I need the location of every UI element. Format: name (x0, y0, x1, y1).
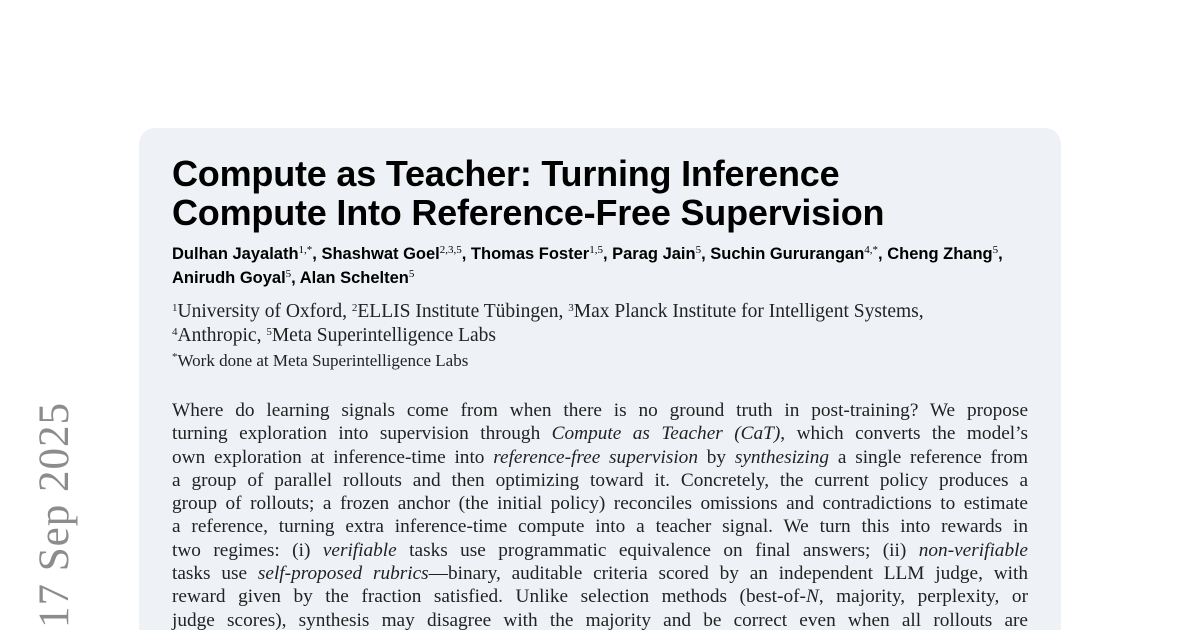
abstract-text: two regimes: (i) (172, 539, 323, 561)
author-name: Shashwat Goel (321, 245, 440, 263)
abstract-text: Where do learning signals come from when there is no ground truth in post-training? We propose (172, 400, 1028, 421)
abstract-line (172, 422, 1028, 445)
abstract-text: tasks use programmatic equivalence on final answers; (ii) (396, 539, 919, 561)
abstract-text: turning exploration into supervision through (172, 423, 552, 445)
abstract-text: own exploration at inference-time into (172, 446, 494, 468)
abstract-text: judge scores), synthesis may disagree with the majority and be correct even when all rollouts are (172, 609, 1028, 630)
abstract-line (172, 562, 1028, 585)
author-affiliation-marker: 4,* (864, 244, 879, 256)
abstract-text: , majority, perplexity, or (818, 586, 1028, 608)
abstract-emphasis: self-proposed rubrics (257, 563, 429, 585)
affiliation-name: ELLIS Institute Tübingen (357, 301, 559, 322)
abstract-text: a reference, turning extra inference-time compute into a teacher signal. We turn this into rewards in (172, 516, 1028, 538)
author-name: Suchin Gururangan (710, 245, 865, 263)
abstract-line (172, 492, 1028, 515)
abstract-emphasis: N (805, 586, 819, 608)
abstract-emphasis: reference-free supervision (493, 446, 698, 468)
arxiv-date-stamp: 17 Sep 2025 (31, 402, 78, 628)
author-list: Dulhan Jayalath$^{1,*}$, Shashwat Goel$^{2,3,5}$, Thomas Foster$^{1,5}$, Parag Jain$^5$, Suchin Gururangan$^{4,*}$, Cheng Zhang$^5$, Anirudh Goyal$^5$, Alan Schelten$^5$ (172, 244, 1003, 287)
footnote-text: Work done at Meta Superintelligence Labs (177, 351, 469, 370)
footnote-work-done (172, 350, 1028, 372)
abstract-text: by (697, 446, 735, 468)
author-name: Parag Jain (612, 245, 696, 263)
affiliation-marker: 1 (172, 302, 178, 314)
author-name: Cheng (887, 245, 939, 263)
title-line-1: Compute as Teacher: Turning Inference (172, 153, 840, 194)
affiliation-name: University of Oxford (177, 301, 343, 322)
author-name: Alan Schelten (299, 269, 409, 287)
author-name: Zhang (943, 245, 993, 263)
author-affiliation-marker: 1,5 (589, 244, 603, 256)
abstract-emphasis: non-verifiable (918, 539, 1028, 561)
affiliation-name: Meta Superintelligence Labs (271, 325, 497, 346)
abstract-emphasis: verifiable (322, 539, 397, 561)
abstract-text: —binary, auditable criteria scored by an independent LLM judge, with (428, 563, 1029, 585)
paper-title (172, 154, 1028, 232)
abstract-emphasis: Compute as Teacher (CaT) (551, 423, 781, 445)
abstract-text: a group of parallel rollouts and then optimizing toward it. Concretely, the current policy produces a (172, 469, 1028, 491)
abstract-text: a single reference from (829, 446, 1028, 468)
abstract-text: group of rollouts; a frozen anchor (the initial policy) reconciles omissions and contradictions to estimate (172, 493, 1028, 515)
author-name: Dulhan Jayalath (172, 245, 299, 263)
author-affiliation-marker: 5 (695, 244, 702, 256)
author-name: Thomas Foster (470, 245, 590, 263)
abstract-text: reward given by the fraction satisfied. Unlike selection methods (best-of- (172, 586, 806, 608)
author-affiliation-marker: 5 (285, 268, 292, 280)
abstract-text: tasks use (172, 563, 258, 585)
author-affiliation-marker: 1,* (298, 244, 313, 256)
abstract-emphasis: synthesizing (734, 446, 830, 468)
abstract (172, 399, 1028, 630)
title-line-2: Compute Into Reference-Free Supervision (172, 192, 885, 233)
abstract-line (172, 446, 1028, 469)
author-affiliation-marker: 5 (992, 244, 999, 256)
abstract-line (172, 585, 1028, 608)
abstract-line (172, 515, 1028, 538)
affiliation-marker: 5 (266, 326, 272, 338)
author-name: Anirudh Goyal (172, 269, 286, 287)
affiliation-list: $^1$University of Oxford, $^2$ELLIS Institute Tübingen, $^3$Max Planck Institute for Intelligent Systems, $^4$Anthropic, $^5$Meta Superintelligence Labs (172, 301, 924, 346)
abstract-line (172, 609, 1028, 630)
footnote-marker: * (172, 351, 178, 363)
affiliation-marker: 3 (568, 302, 574, 314)
paper-header-card (139, 128, 1061, 630)
abstract-text: , which converts the model’s (780, 423, 1028, 445)
abstract-line (172, 539, 1028, 562)
author-affiliation-marker: 5 (408, 268, 415, 280)
abstract-line (172, 399, 1028, 422)
author-affiliation-marker: 2,3,5 (439, 244, 462, 256)
affiliation-marker: 2 (351, 302, 358, 314)
affiliation-name: Max Planck Institute for Intelligent Systems (573, 301, 919, 322)
affiliation-name: Anthropic (177, 325, 257, 346)
abstract-line (172, 469, 1028, 492)
affiliation-marker: 4 (172, 326, 178, 338)
